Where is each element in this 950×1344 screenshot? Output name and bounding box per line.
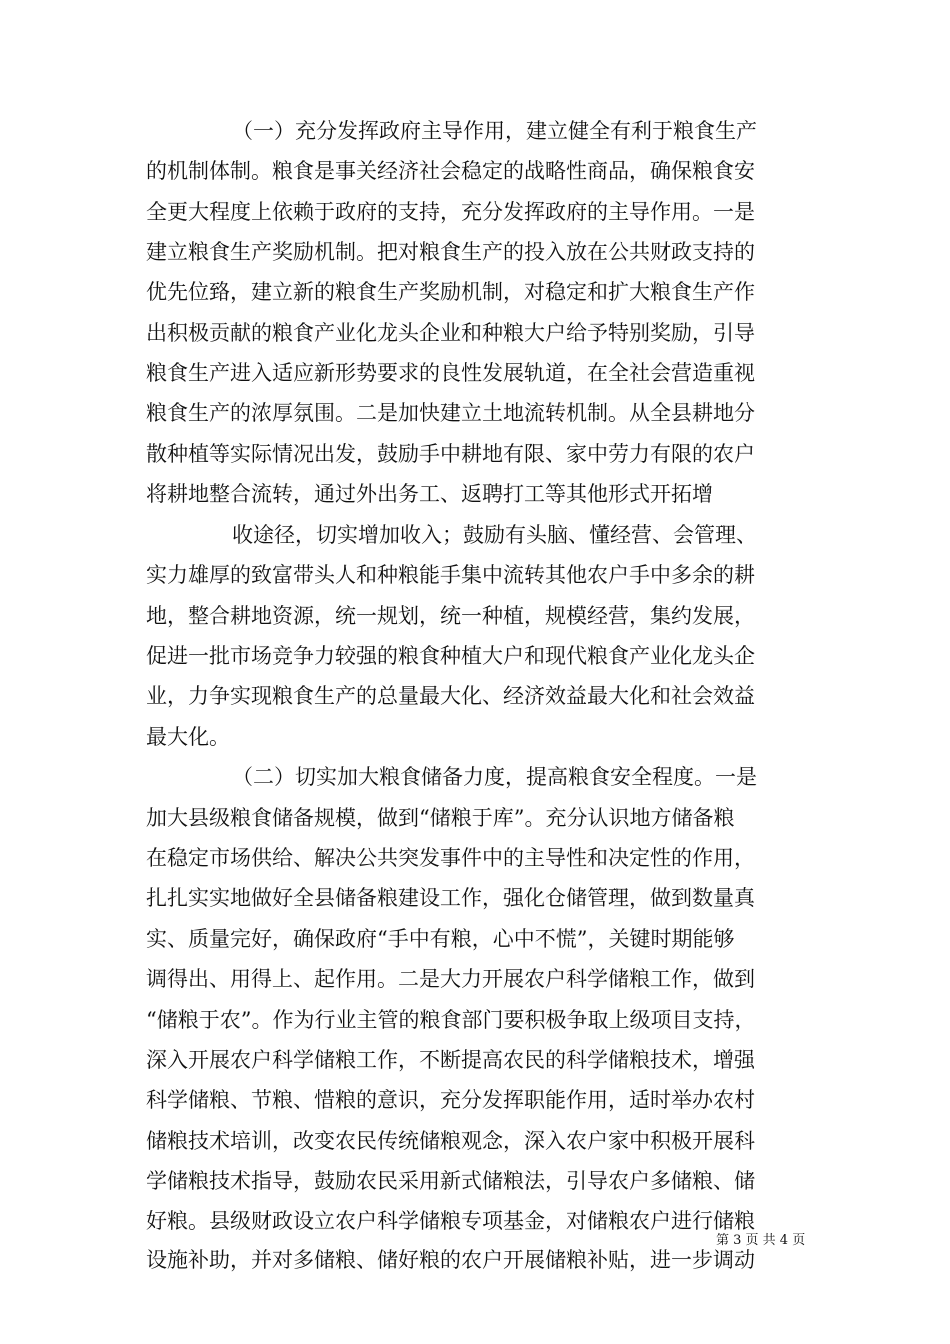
paragraph-1-line-10: 将耕地整合流转，通过外出务工、返聘打工等其他形式开拓增 [146, 482, 713, 506]
paragraph-1-line-7: 粮食生产进入适应新形势要求的良性发展轨道，在全社会营造重视 [146, 361, 755, 385]
paragraph-1-line-1: （一）充分发挥政府主导作用，建立健全有利于粮食生产 [232, 119, 757, 143]
paragraph-3-line-7: “储粮于农”。作为行业主管的粮食部门要积极争取上级项目支持， [146, 1008, 756, 1032]
paragraph-3-line-12: 好粮。县级财政设立农户科学储粮专项基金，对储粮农户进行储粮 [146, 1209, 755, 1233]
paragraph-1-line-5: 优先位臵，建立新的粮食生产奖励机制，对稳定和扩大粮食生产作 [146, 280, 755, 304]
paragraph-3-line-5: 实、质量完好，确保政府“手中有粮，心中不慌”，关键时期能够 [146, 927, 735, 951]
paragraph-2-line-6: 最大化。 [146, 725, 230, 749]
paragraph-1-line-8: 粮食生产的浓厚氛围。二是加快建立土地流转机制。从全县耕地分 [146, 401, 755, 425]
paragraph-2-line-2: 实力雄厚的致富带头人和种粮能手集中流转其他农户手中多余的耕 [146, 563, 755, 587]
paragraph-2-line-5: 业，力争实现粮食生产的总量最大化、经济效益最大化和社会效益 [146, 684, 755, 708]
paragraph-1-line-2: 的机制体制。粮食是事关经济社会稳定的战略性商品，确保粮食安 [146, 159, 755, 183]
paragraph-2-line-1: 收途径，切实增加收入；鼓励有头脑、懂经营、会管理、 [232, 523, 757, 547]
paragraph-1-line-6: 出积极贡献的粮食产业化龙头企业和种粮大户给予特别奖励，引导 [146, 321, 755, 345]
paragraph-3-line-6: 调得出、用得上、起作用。二是大力开展农户科学储粮工作，做到 [146, 967, 755, 991]
paragraph-3-line-8: 深入开展农户科学储粮工作，不断提高农民的科学储粮技术，增强 [146, 1048, 755, 1072]
paragraph-2-line-3: 地，整合耕地资源，统一规划，统一种植，规模经营，集约发展， [146, 604, 755, 628]
paragraph-3-line-9: 科学储粮、节粮、惜粮的意识，充分发挥职能作用，适时举办农村 [146, 1088, 755, 1112]
paragraph-3-line-13: 设施补助，并对多储粮、储好粮的农户开展储粮补贴，进一步调动 [146, 1248, 755, 1272]
page-number-footer: 第 3 页 共 4 页 [716, 1233, 806, 1248]
paragraph-2-line-4: 促进一批市场竞争力较强的粮食种植大户和现代粮食产业化龙头企 [146, 644, 755, 668]
paragraph-3-line-10: 储粮技术培训，改变农民传统储粮观念，深入农户家中积极开展科 [146, 1129, 755, 1153]
paragraph-1-line-4: 建立粮食生产奖励机制。把对粮食生产的投入放在公共财政支持的 [146, 240, 755, 264]
paragraph-3-line-2: 加大县级粮食储备规模，做到“储粮于库”。充分认识地方储备粮 [146, 806, 735, 830]
paragraph-3-line-3: 在稳定市场供给、解决公共突发事件中的主导性和决定性的作用， [146, 846, 755, 870]
paragraph-1-line-9: 散种植等实际情况出发，鼓励手中耕地有限、家中劳力有限的农户 [146, 442, 755, 466]
paragraph-3-line-1: （二）切实加大粮食储备力度，提高粮食安全程度。一是 [232, 765, 757, 789]
paragraph-1-line-3: 全更大程度上依赖于政府的支持，充分发挥政府的主导作用。一是 [146, 200, 755, 224]
paragraph-3-line-4: 扎扎实实地做好全县储备粮建设工作，强化仓储管理，做到数量真 [146, 886, 755, 910]
paragraph-3-line-11: 学储粮技术指导，鼓励农民采用新式储粮法，引导农户多储粮、储 [146, 1169, 755, 1193]
